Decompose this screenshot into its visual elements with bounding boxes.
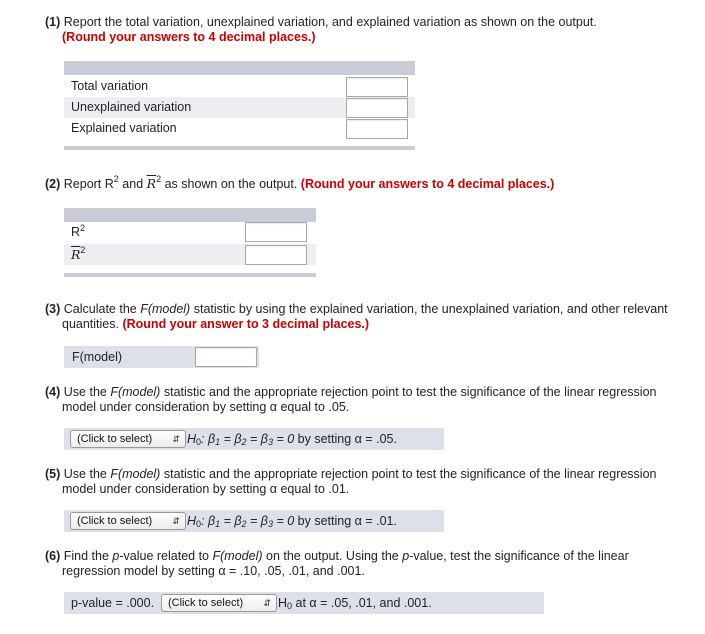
q3-fmodel: F(model): [140, 302, 191, 316]
dropdown-arrow-icon: ⇵: [172, 516, 180, 526]
q6-text-post: -value, test the significance of the linear regression model by setting α = .10, .05, .01, and .001.: [62, 549, 629, 578]
unexplained-variation-input[interactable]: [346, 98, 408, 118]
q2-table-header: [64, 208, 316, 222]
q1-row-label: Unexplained variation: [71, 100, 192, 114]
q3-number: (3): [45, 302, 61, 316]
q5-fmodel: F(model): [110, 467, 161, 481]
q1-note: (Round your answers to 4 decimal places.): [62, 30, 316, 44]
dropdown-arrow-icon: ⇵: [172, 434, 180, 444]
q4-hypothesis: $H_0$: $\beta_1 = \beta_2 = \beta_3 = 0$ by setting α = .05.: [187, 432, 397, 447]
q1-prompt: [45, 15, 687, 45]
q2-and: and: [122, 177, 144, 191]
q5-decision-select[interactable]: (Click to select) ⇵: [70, 512, 186, 530]
q6-p: p: [112, 549, 120, 563]
q4-number: (4): [45, 385, 61, 399]
q6-pvalue-label: p-value = .000.: [71, 596, 155, 610]
dropdown-arrow-icon: ⇵: [263, 598, 271, 608]
q6-text-pre: Find the: [63, 549, 109, 563]
q4-strip: [64, 428, 444, 450]
f-model-input[interactable]: [195, 347, 257, 367]
q5-text-pre: Use the: [63, 467, 107, 481]
q4-text-post: statistic and the appropriate rejection point to test the significance of the linear regression model under consideration by setting α equal to .05.: [62, 385, 657, 414]
q1-table-header: [64, 61, 415, 75]
explained-variation-input[interactable]: [346, 119, 408, 139]
q3-prompt: [45, 302, 687, 332]
q4-prompt: [45, 385, 687, 415]
q2-number: (2): [45, 177, 61, 191]
q3-text-post: statistic by using the explained variation, the unexplained variation, and other relevant quantities.: [62, 302, 668, 331]
q5-number: (5): [45, 467, 61, 481]
q1-text: Report the total variation, unexplained variation, and explained variation as shown on the output.: [63, 15, 597, 29]
q1-table-footer: [64, 146, 415, 150]
q4-text-pre: Use the: [63, 385, 107, 399]
q5-text-post: statistic and the appropriate rejection point to test the significance of the linear regression model under consideration by setting α equal to .01.: [62, 467, 657, 496]
q6-text-mid2: on the output. Using the: [266, 549, 399, 563]
r-squared-input[interactable]: [245, 222, 307, 242]
q4-fmodel: F(model): [110, 385, 161, 399]
q6-decision-select[interactable]: (Click to select) ⇵: [161, 594, 277, 612]
q2-rbar-sup: 2: [156, 174, 162, 184]
q5-hypothesis: $H_0$: $\beta_1 = \beta_2 = \beta_3 = 0$ by setting α = .01.: [187, 514, 397, 529]
q6-number: (6): [45, 549, 61, 563]
q1-row-label: Total variation: [71, 79, 149, 93]
q2-rbar: $\overline{R}$: [146, 176, 157, 191]
q6-hypothesis: $H_0$ at α = .05, .01, and .001.: [278, 596, 432, 611]
q2-text-pre: Report R: [63, 177, 114, 191]
total-variation-input[interactable]: [346, 77, 408, 97]
q2-note: (Round your answers to 4 decimal places.): [300, 177, 555, 191]
adjusted-r-squared-input[interactable]: [245, 245, 307, 265]
q2-prompt: [45, 176, 687, 192]
q2-row-label: $R^2$: [71, 223, 86, 239]
q3-note: (Round your answer to 3 decimal places.): [122, 317, 370, 331]
q2-text-post: as shown on the output.: [164, 177, 298, 191]
q1-number: (1): [45, 15, 61, 29]
q3-text-pre: Calculate the: [63, 302, 137, 316]
q3-label: F(model): [72, 350, 123, 364]
q6-p2: p: [402, 549, 410, 563]
q1-row-label: Explained variation: [71, 121, 177, 135]
q2-row-label: $\overline{R}^2$: [71, 245, 86, 262]
q6-fmodel: F(model): [212, 549, 263, 563]
q2-table-footer: [64, 273, 316, 277]
q5-prompt: [45, 467, 687, 497]
q6-prompt: [45, 549, 687, 579]
q5-strip: [64, 510, 444, 532]
q6-text-mid: -value related to: [119, 549, 210, 563]
q2-sup: 2: [113, 174, 119, 184]
q4-decision-select[interactable]: (Click to select) ⇵: [70, 430, 186, 448]
q6-strip: [64, 592, 544, 614]
